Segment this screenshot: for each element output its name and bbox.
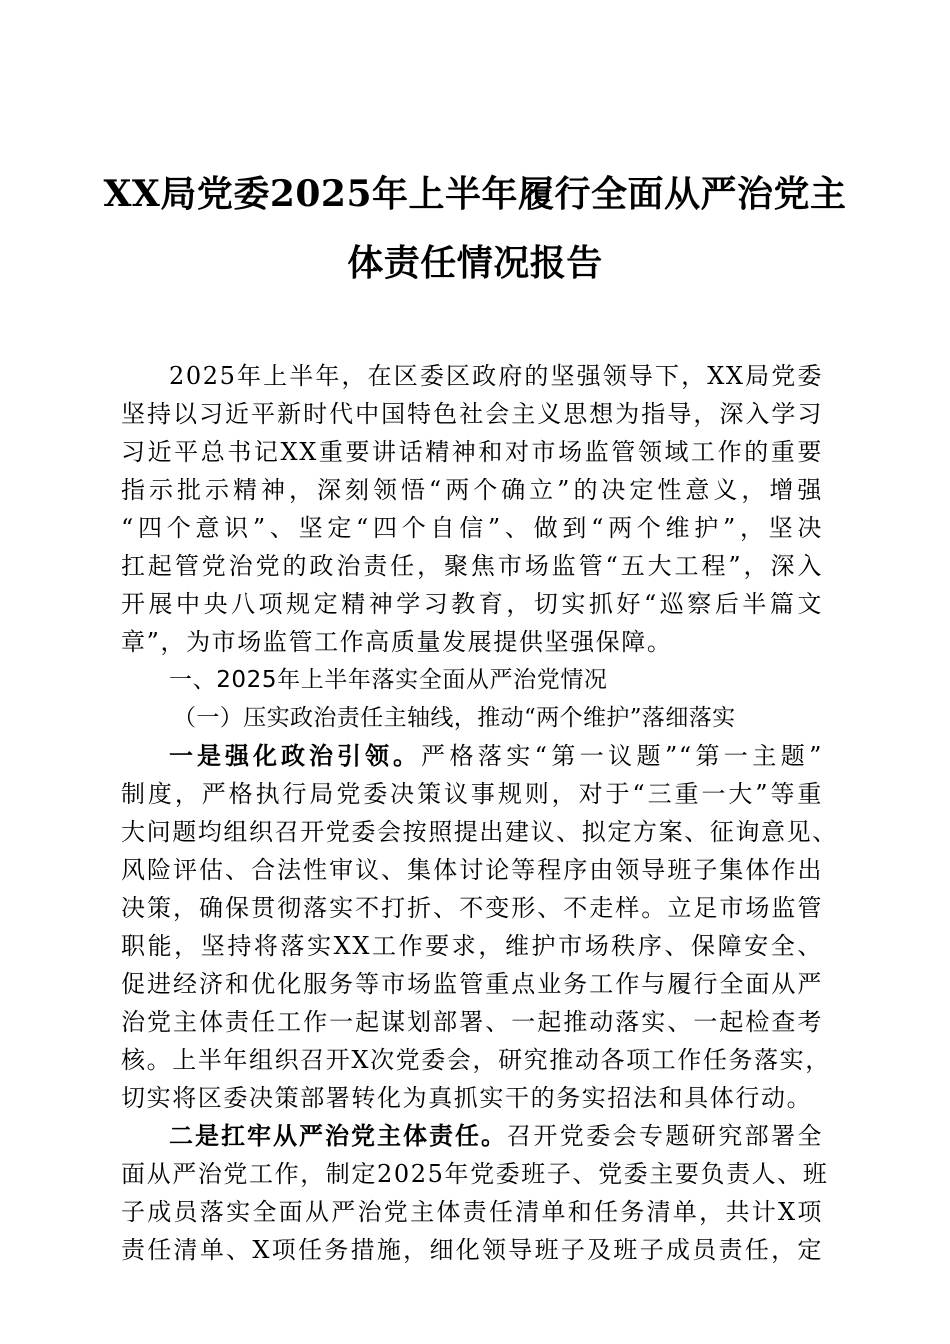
intro-line: “四个意识”、坚定“四个自信”、做到“两个维护”，坚决 [121,514,823,542]
paragraph-line: 子成员落实全面从严治党主体责任清单和任务清单，共计X项 [121,1198,823,1226]
intro-line: 坚持以习近平新时代中国特色社会主义思想为指导，深入学习 [121,400,823,428]
paragraph-text: 严格落实“第一议题”“第一主题” [421,742,823,770]
paragraph-line: 决策，确保贯彻落实不打折、不变形、不走样。立足市场监管 [121,894,823,922]
paragraph-line: 职能，坚持将落实XX工作要求，维护市场秩序、保障安全、 [121,932,823,960]
paragraph-line: 核。上半年组织召开X次党委会，研究推动各项工作任务落实， [121,1046,831,1074]
paragraph-line: 面从严治党工作，制定2025年党委班子、党委主要负责人、班 [121,1160,829,1188]
intro-line: 开展中央八项规定精神学习教育，切实抓好“巡察后半篇文 [121,590,823,618]
intro-line: 扛起管党治党的政治责任，聚焦市场监管“五大工程”，深入 [121,552,823,580]
paragraph-first-line [121,737,823,775]
paragraph-lead: 二是扛牢从严治党主体责任。 [169,1122,507,1150]
paragraph-line: 治党主体责任工作一起谋划部署、一起推动落实、一起检查考 [121,1008,823,1036]
paragraph-line: 大问题均组织召开党委会按照提出建议、拟定方案、征询意见、 [121,818,838,846]
report-title-line-2: 体责任情况报告 [347,242,603,284]
paragraph-text: 召开党委会专题研究部署全 [507,1122,823,1150]
paragraph-line: 促进经济和优化服务等市场监管重点业务工作与履行全面从严 [121,970,823,998]
subsection-heading: （一）压实政治责任主轴线，推动“两个维护”落细落实 [173,705,736,731]
paragraph-line: 制度，严格执行局党委决策议事规则，对于“三重一大”等重 [121,780,823,808]
paragraph-line: 切实将区委决策部署转化为真抓实干的务实招法和具体行动。 [121,1084,813,1112]
paragraph-line: 责任清单、X项任务措施，细化领导班子及班子成员责任，定 [121,1236,823,1264]
intro-line: 习近平总书记XX重要讲话精神和对市场监管领域工作的重要 [121,438,823,466]
paragraph-line: 风险评估、合法性审议、集体讨论等程序由领导班子集体作出 [121,856,823,884]
paragraph-first-line [121,1117,823,1155]
intro-line: 2025年上半年，在区委区政府的坚强领导下，XX局党委 [169,362,823,390]
paragraph-lead: 一是强化政治引领。 [169,742,422,770]
section-heading: 一、2025年上半年落实全面从严治党情况 [169,667,608,693]
intro-line: 指示批示精神，深刻领悟“两个确立”的决定性意义，增强 [121,476,823,504]
report-title-line-1: XX局党委2025年上半年履行全面从严治党主 [103,173,847,215]
intro-line: 章”，为市场监管工作高质量发展提供坚强保障。 [121,628,673,656]
report-body [121,357,838,1269]
